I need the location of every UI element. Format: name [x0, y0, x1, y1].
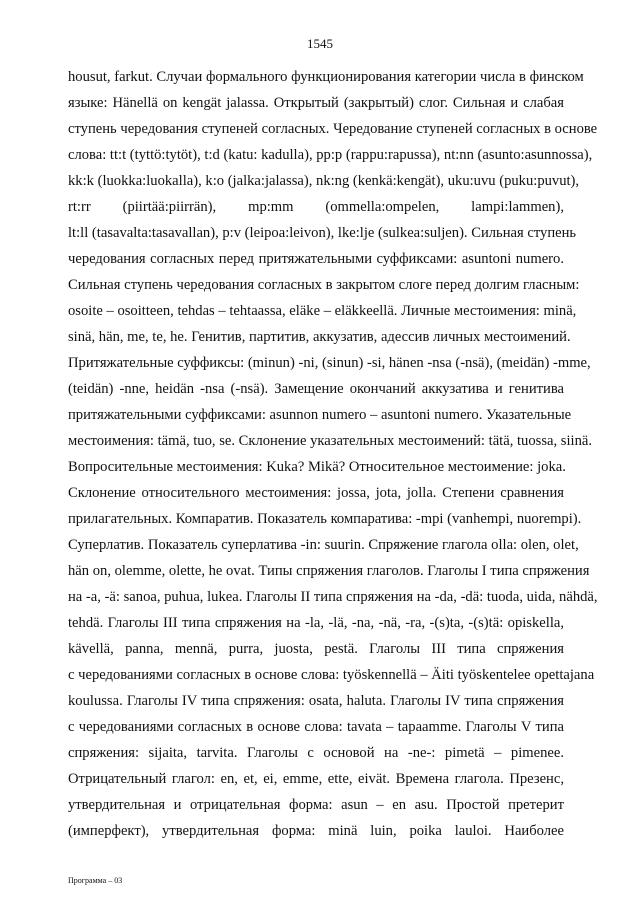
text-line: утвердительная и отрицательная форма: asun – en asu. Простой претерит [68, 797, 564, 813]
text-line: прилагательных. Компаратив. Показатель компаратива: -mpi (vanhempi, nuorempi). [68, 511, 582, 527]
text-line: спряжения: sijaita, tarvita. Глаголы с основой на -ne-: pimetä – pimenee. [68, 745, 564, 761]
text-line: tehdä. Глаголы III типа спряжения на -la, -lä, -na, -nä, -ra, -(s)ta, -(s)tä: opiskella, [68, 615, 564, 631]
text-line: языке: Hänellä on kengät jalassa. Открытый (закрытый) слог. Сильная и слабая [68, 95, 564, 111]
text-line: с чередованиями согласных в основе слова: tavata – tapaamme. Глаголы V типа [68, 719, 564, 735]
text-line: Отрицательный глагол: en, et, ei, emme, ette, eivät. Времена глагола. Презенс, [68, 771, 564, 787]
text-line: kävellä, panna, mennä, purra, juosta, pestä. Глаголы III типа спряжения [68, 641, 564, 657]
text-line: Суперлатив. Показатель суперлатива -in: suurin. Спряжение глагола olla: olen, olet, [68, 537, 579, 553]
text-line: lt:ll (tasavalta:tasavallan), p:v (leipoa:leivon), lke:lje (sulkea:suljen). Сильная ступень [68, 225, 577, 241]
text-line: osoite – osoitteen, tehdas – tehtaassa, eläke – eläkkeellä. Личные местоимения: minä, [68, 303, 577, 319]
text-line: (teidän) -nne, heidän -nsa (-nsä). Замещение окончаний аккузатива и генитива [68, 381, 564, 397]
text-line: притяжательными суффиксами: asunnon numero – asuntoni numero. Указательные [68, 407, 572, 423]
text-line: rt:rr (piirtää:piirrän), mp:mm (ommella:ompelen, lampi:lammen), [68, 199, 564, 215]
footer-program-label: Программа – 03 [68, 876, 123, 885]
text-line: housut, farkut. Случаи формального функционирования категории числа в финском [68, 69, 584, 85]
text-line: чередования согласных перед притяжательными суффиксами: asuntoni numero. [68, 251, 564, 267]
text-line: kk:k (luokka:luokalla), k:o (jalka:jalassa), nk:ng (kenkä:kengät), uku:uvu (puku:puvut), [68, 173, 580, 189]
page-number: 1545 [307, 36, 333, 51]
text-line: (имперфект), утвердительная форма: minä luin, poika lauloi. Наиболее [68, 823, 564, 839]
text-line: с чередованиями согласных в основе слова: työskennellä – Äiti työskentelee opettajana [68, 667, 595, 683]
text-line: на -a, -ä: sanoa, puhua, lukea. Глаголы II типа спряжения на -da, -dä: tuoda, uida, nähdä, [68, 589, 598, 605]
text-line: koulussa. Глаголы IV типа спряжения: osata, haluta. Глаголы IV типа спряжения [68, 693, 564, 709]
text-line: ступень чередования ступеней согласных. Чередование ступеней согласных в основе [68, 121, 598, 137]
text-line: местоимения: tämä, tuo, se. Склонение указательных местоимений: tätä, tuossa, siinä. [68, 433, 592, 449]
text-line: слова: tt:t (tyttö:tytöt), t:d (katu: kadulla), pp:p (rappu:rapussa), nt:nn (asunto:asunnossa), [68, 147, 593, 163]
body-text [68, 64, 598, 844]
text-line: Сильная ступень чередования согласных в закрытом слоге перед долгим гласным: [68, 277, 580, 293]
text-line: hän on, olemme, olette, he ovat. Типы спряжения глаголов. Глаголы I типа спряжения [68, 563, 590, 579]
text-line: sinä, hän, me, te, he. Генитив, партитив, аккузатив, адессив личных местоимений. [68, 329, 571, 345]
text-line: Склонение относительного местоимения: jossa, jota, jolla. Степени сравнения [68, 485, 564, 501]
text-line: Притяжательные суффиксы: (minun) -ni, (sinun) -si, hänen -nsa (-nsä), (meidän) -mme, [68, 355, 591, 371]
text-line: Вопросительные местоимения: Kuka? Mikä? Относительное местоимение: joka. [68, 459, 566, 475]
